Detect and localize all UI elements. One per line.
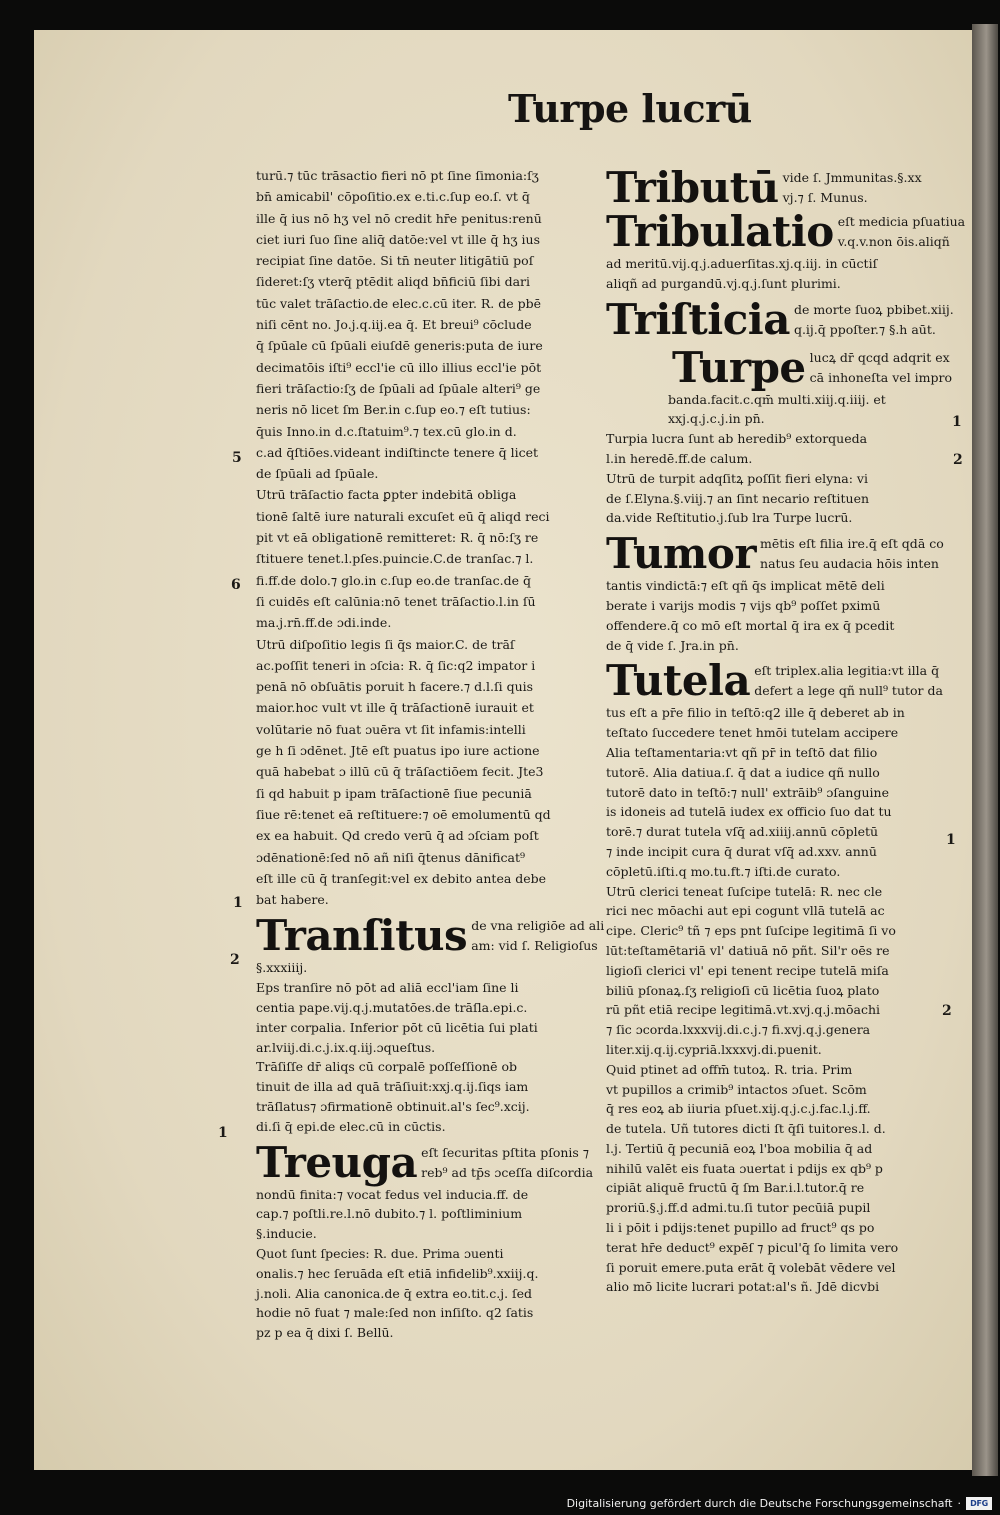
text-line: volūtarie nō fuat ɔuēra vt ſit infamis:intelli	[256, 721, 526, 737]
paragraph	[606, 882, 948, 1060]
text-line: ligioſi clerici vl' epi tenent recipe tutelā miſa	[606, 962, 889, 978]
text-line: ſi poruit emere.puta erāt q̄ volebāt vēdere vel	[606, 1259, 896, 1275]
text-line: tionē ſaltē iure naturali excuſet eū q̄ aliqd reci	[256, 508, 550, 524]
margin-number: 6	[231, 577, 241, 593]
text-line: ⁊ ſic ɔcorda.lxxxvij.di.c.j.⁊ fi.xvj.q.j.genera	[606, 1022, 871, 1038]
text-line: de tutela. Uñ tutores dicti ſt q̄ſi tuitores.l. d.	[606, 1121, 886, 1137]
text-line: l.j. Tertiū q̄ pecuniā eoꝝ l'boa mobilia q̄ ad	[606, 1140, 873, 1156]
headword-definition: eſt medicia pſuatiua v.q.v.non ōis.aliqñ	[837, 214, 966, 249]
margin-number: 1	[233, 895, 243, 911]
text-line: de q̄ vide ſ. Jra.in pn̄.	[606, 637, 739, 653]
text-line: Utrū de turpit adqſitꝝ poſſit fieri elyna: vi	[606, 470, 868, 486]
text-line: §.inducie.	[256, 1226, 317, 1242]
text-line: ſi qd habuit p ipam trāſactionē ſiue pecuniā	[256, 785, 532, 801]
entry-tribulatio	[606, 207, 966, 256]
paragraph	[606, 1060, 948, 1298]
text-line: ſiue rē:tenet eā reſtituere:⁊ oē emolumentū qd	[256, 806, 551, 822]
headword-definition: eſt ſecuritas pſtita pſonis ⁊ reb⁹ ad tp̄s ɔceſſa diſcordia	[421, 1144, 594, 1180]
text-line: cipiāt aliquē fructū q̄ ſm Bar.i.l.tutor.q̄ re	[606, 1180, 865, 1196]
text-line: vt pupillos a crimib⁹ intactos ɔſuet. Scōm	[606, 1081, 867, 1097]
entry-transitus	[256, 911, 605, 961]
text-line: bat habere.	[256, 892, 329, 908]
text-line: da.vide Reſtitutio.j.ſub lra Turpe lucrū.	[606, 510, 853, 526]
book-gutter	[972, 24, 998, 1476]
paragraph	[256, 1185, 586, 1244]
entry-treuga	[256, 1137, 594, 1187]
margin-number: 1	[952, 414, 962, 430]
paragraph	[606, 469, 948, 528]
text-line: ex ea habuit. Qd credo verū q̄ ad ɔſciam poſt	[256, 828, 539, 844]
text-line: l.in heredē.ff.de calum.	[606, 450, 753, 466]
headword: Tutela	[606, 656, 751, 706]
text-line: maior.hoc vult vt ille q̄ trāſactionē iurauit et	[256, 700, 534, 716]
entry-turpe	[606, 342, 953, 392]
entry-tributum	[606, 163, 948, 212]
text-line: ɔdēnationē:ſed nō añ niſi q̄tenus dānificat⁹	[256, 849, 526, 865]
text-line: Trāſiſſe dr̄ aliqs cū corpalē poſſeſſionē ob	[256, 1059, 518, 1075]
paragraph	[606, 576, 948, 655]
text-line: li i pōit i pdijs:tenet pupillo ad fruct⁹ qs po	[606, 1220, 875, 1236]
text-line: ⁊ inde incipit cura q̄ durat vſq̄ ad.xxv. annū	[606, 843, 877, 859]
headword-definition: mētis eſt filia ire.q̄ eſt qdā co natus ſeu audacia hōis inten	[760, 536, 944, 572]
text-line: ge h ſi ɔdēnet. Jtē eſt puatus ipo iure actione	[256, 743, 540, 759]
paragraph	[256, 634, 586, 911]
text-line: centia pape.vij.q.j.mutatōes.de trāſla.epi.c.	[256, 999, 528, 1015]
text-line: ſtituere tenet.l.pſes.puincie.C.de tranſac.⁊ l.	[256, 551, 534, 567]
text-line: niſi cēnt no. Jo.j.q.iij.ea q̄. Et breui⁹ cōclude	[256, 317, 532, 333]
margin-number: 1	[218, 1125, 228, 1141]
text-line: Quid ptinet ad offm̄ tutoꝝ. R. tria. Prim	[606, 1061, 853, 1077]
text-line: q̄ res eoꝝ ab iiuria pſuet.xij.q.j.c.j.fac.l.j.ff.	[606, 1101, 871, 1117]
text-line: is idoneis ad tutelā iudex ex officio ſuo dat tu	[606, 804, 892, 820]
paragraph	[256, 484, 586, 633]
headword-definition: de morte ſuoꝝ pbibet.xiij. q.ij.q̄ ppoſter.⁊ §.h aūt.	[793, 301, 954, 337]
text-line: penā nō obſuātis poruit h facere.⁊ d.l.ſi quis	[256, 679, 534, 695]
paragraph	[256, 1057, 586, 1136]
text-line: berate i varijs modis ⁊ vijs qb⁹ poſſet pximū	[606, 597, 881, 613]
text-line: de ſ.Elyna.§.viij.⁊ an ſint necario reſtituen	[606, 490, 870, 506]
headword: Tumor	[606, 529, 757, 579]
text-line: tutorē. Alia datiua.ſ. q̄ dat a iudice qñ nullo	[606, 764, 880, 780]
text-line: Utrū diſpoſitio legis ſi q̄s maior.C. de trāſ	[256, 636, 515, 652]
text-line: cipe. Cleric⁹ tñ ⁊ eps pnt ſuſcipe legitimā ſi vo	[606, 923, 896, 939]
text-line: ille q̄ ius nō hʒ vel nō credit hr̄e penitus:renū	[256, 210, 542, 226]
left-column	[256, 165, 605, 1343]
text-line: tantis vindictā:⁊ eſt qñ q̄s implicat mētē deli	[606, 578, 885, 594]
text-line: Utrū trāſactio facta ꝑpter indebitā obliga	[256, 487, 517, 503]
text-line: torē.⁊ durat tutela vſq̄ ad.xiiij.annū cōpletū	[606, 824, 879, 840]
text-line: di.ſi q̄ epi.de elec.cū in cūctis.	[256, 1118, 446, 1134]
text-line: c.ad q̄ſtiōes.videant indiſtincte tenere q̄ licet	[256, 444, 539, 460]
text-line: q̄ ſpūale cū ſpūali eiuſdē generis:puta de iure	[256, 338, 543, 354]
text-line: fieri trāſactio:ſʒ de ſpūali ad ſpūale alteri⁹ ge	[256, 380, 541, 396]
text-line: lūt:teſtamētariā vl' datiuā nō pñt. Sil'r oēs re	[606, 942, 890, 958]
text-line: tinuit de illa ad quā trāſiuit:xxj.q.ij.ſiqs iam	[256, 1079, 529, 1095]
paragraph	[606, 429, 948, 469]
text-line: ciet iuri ſuo ſine aliq̄ datōe:vel vt ille q̄ hʒ ius	[256, 231, 541, 247]
text-line: nondū finita:⁊ vocat fedus vel inducia.ff. de	[256, 1186, 529, 1202]
text-line: Utrū clerici teneat ſuſcipe tutelā: R. nec cle	[606, 883, 883, 899]
margin-number: 2	[953, 452, 963, 468]
text-line: ad meritū.vij.q.j.aduerſitas.xj.q.iij. in cūctiſ	[606, 256, 878, 271]
text-line: rici nec mōachi aut epi cogunt vllā tutelā ac	[606, 903, 885, 919]
text-line: recipiat ſine datōe. Si tn̄ neuter litigātiū poſ	[256, 253, 534, 269]
headword: Treuga	[256, 1137, 418, 1187]
headword-definition: vide ſ. Jmmunitas.§.xx vj.⁊ ſ. Munus.	[782, 170, 922, 205]
text-line: teſtato ſuccedere tenet hmōi tutelam accipere	[606, 725, 899, 741]
text-line: ar.lviij.di.c.j.ix.q.iij.ɔqueſtus.	[256, 1039, 436, 1055]
text-line: banda.facit.c.qm̄ multi.xiij.q.iiij. et	[668, 391, 886, 407]
text-line: tutorē dato in teſtō:⁊ null' extrāib⁹ ɔſanguine	[606, 784, 889, 800]
text-line: q̄uis Inno.in d.c.ſtatuim⁹.⁊ tex.cū glo.in d.	[256, 423, 517, 439]
paragraph	[256, 978, 586, 1057]
dfg-logo: DFG	[966, 1497, 992, 1510]
text-line: cōpletū.iſti.q mo.tu.ft.⁊ iſti.de curato.	[606, 863, 841, 879]
text-line: onalis.⁊ hec ſeruāda eſt etiā infidelib⁹.xxiij.q.	[256, 1265, 539, 1281]
text-line: de ſpūali ad ſpūale.	[256, 466, 379, 482]
text-line: ſideret:ſʒ vterq̄ ptēdit aliqd bn̄ficiū ſibi dari	[256, 274, 530, 290]
text-line: Eps tranſire nō pōt ad aliā eccl'iam ſine li	[256, 980, 519, 996]
text-line: neris nō licet ſm Ber.in c.ſup eo.⁊ eſt tutius:	[256, 402, 531, 418]
paragraph	[256, 165, 586, 484]
text-line: hodie nō fuat ⁊ male:ſed non inſiſto. q2 ſatis	[256, 1305, 534, 1321]
headword: Turpe	[672, 342, 806, 392]
text-line: fi.ff.de dolo.⁊ glo.in c.ſup eo.de tranſac.de q̄	[256, 572, 531, 588]
headword: Triſticia	[606, 294, 790, 344]
text-line: bn̄ amicabil' cōpoſitio.ex e.ti.c.ſup eo.ſ. vt q̄	[256, 189, 530, 205]
headword-definition: de vna religiōe ad ali am: vid ſ. Religioſus	[471, 918, 605, 954]
text-line: ma.j.rn̄.ff.de ɔdi.inde.	[256, 615, 392, 631]
paragraph	[606, 703, 948, 881]
text-line: proriū.§.j.ff.d admi.tu.ſi tutor pecūiā pupil	[606, 1200, 871, 1216]
text-line: biliū pſonaꝝ.ſʒ religioſi cū licētia ſuoꝝ plato	[606, 982, 880, 998]
text-line: eſt ille cū q̄ tranſegit:vel ex debito antea debe	[256, 870, 547, 886]
text-line: Quot ſunt ſpecies: R. due. Prima ɔuenti	[256, 1245, 504, 1261]
headword: Tributū	[606, 163, 779, 212]
text-line: pz p ea q̄ dixi ſ. Bellū.	[256, 1325, 394, 1341]
footer-text: Digitalisierung gefördert durch die Deutsche Forschungsgemeinschaft	[566, 1496, 953, 1510]
text-line: Turpia lucra ſunt ab heredib⁹ extorqueda	[606, 431, 868, 447]
text-line: decimatōis iſti⁹ eccl'ie cū illo illius eccl'ie pōt	[256, 359, 542, 375]
text-line: pit vt eā obligationē remitteret: R. q̄ nō:ſʒ re	[256, 530, 539, 546]
text-line: rū pñt etiā recipe legitimā.vt.xvj.q.j.mōachi	[606, 1002, 881, 1018]
entry-continuation: §.xxxiiij.	[256, 960, 308, 976]
text-line: aliqñ ad purgandū.vj.q.j.ſunt plurimi.	[606, 275, 841, 291]
headword: Tribulatio	[606, 207, 834, 256]
margin-number: 5	[232, 450, 242, 466]
margin-number: 1	[946, 832, 956, 848]
entry-tumor	[606, 529, 948, 579]
running-head: Turpe lucrū	[508, 86, 752, 131]
margin-number: 2	[230, 952, 240, 968]
right-column	[606, 163, 966, 1297]
text-line: quā habebat ɔ illū cū q̄ trāſactiōem fecit. Jte3	[256, 764, 544, 780]
text-line: terat hr̄e deduct⁹ expēſ ⁊ picul'q̄ ſo limita vero	[606, 1239, 899, 1255]
text-line: nihilū valēt eis fuata ɔuertat i pdijs ex qb⁹ p	[606, 1160, 883, 1176]
text-line: cap.⁊ poſtli.re.l.nō dubito.⁊ l. poſtliminium	[256, 1206, 523, 1222]
entry-tristicia	[606, 294, 954, 344]
text-line: xxj.q.j.c.j.in pn̄.	[668, 411, 765, 427]
text-line: inter corpalia. Inferior pōt cū licētia ſui plati	[256, 1019, 538, 1035]
text-line: turū.⁊ tūc trāsactio fieri nō pt ſine ſimonia:ſʒ	[256, 168, 539, 183]
headword-definition: lucꝝ dr̄ qcqd adqrit ex cā inhoneſta vel impro	[809, 349, 953, 385]
paragraph	[606, 390, 948, 430]
paragraph	[606, 254, 948, 294]
margin-number: 2	[942, 1003, 952, 1019]
text-line: offendere.q̄ co mō eſt mortal q̄ ira ex q̄ pcedit	[606, 617, 895, 633]
text-line: j.noli. Alia canonica.de q̄ extra eo.tit.c.j. ſed	[256, 1285, 533, 1301]
text-line: tus eſt a pr̄e filio in teſtō:q2 ille q̄ deberet ab in	[606, 705, 905, 721]
text-line: ſi cuidēs eſt calūnia:nō tenet trāſactio.l.in ſū	[256, 593, 536, 609]
text-line: alio mō licite lucrari potat:al's ñ. Jdē dicvbi	[606, 1279, 880, 1295]
paragraph	[256, 1244, 586, 1343]
text-line: tūc valet trāſactio.de elec.c.cū iter. R. de pbē	[256, 295, 542, 311]
headword-definition: eſt triplex.alia legitia:vt illa q̄ defert a lege qñ null⁹ tutor da	[754, 663, 943, 699]
text-line: trāſlatus⁊ ɔfirmationē obtinuit.al's ſec⁹.xcij.	[256, 1098, 530, 1114]
text-line: liter.xij.q.ij.cypriā.lxxxvj.di.puenit.	[606, 1041, 822, 1057]
headword: Tranſitus	[256, 911, 468, 961]
entry-tutela	[606, 656, 948, 706]
text-line: ac.poſſit teneri in ɔſcia: R. q̄ ſic:q2 impator i	[256, 657, 536, 673]
text-line: Alia teſtamentaria:vt qñ pr̄ in teſtō dat filio	[606, 744, 878, 760]
footer-credit: Digitalisierung gefördert durch die Deutsche Forschungsgemeinschaft · DFG	[567, 1495, 992, 1511]
